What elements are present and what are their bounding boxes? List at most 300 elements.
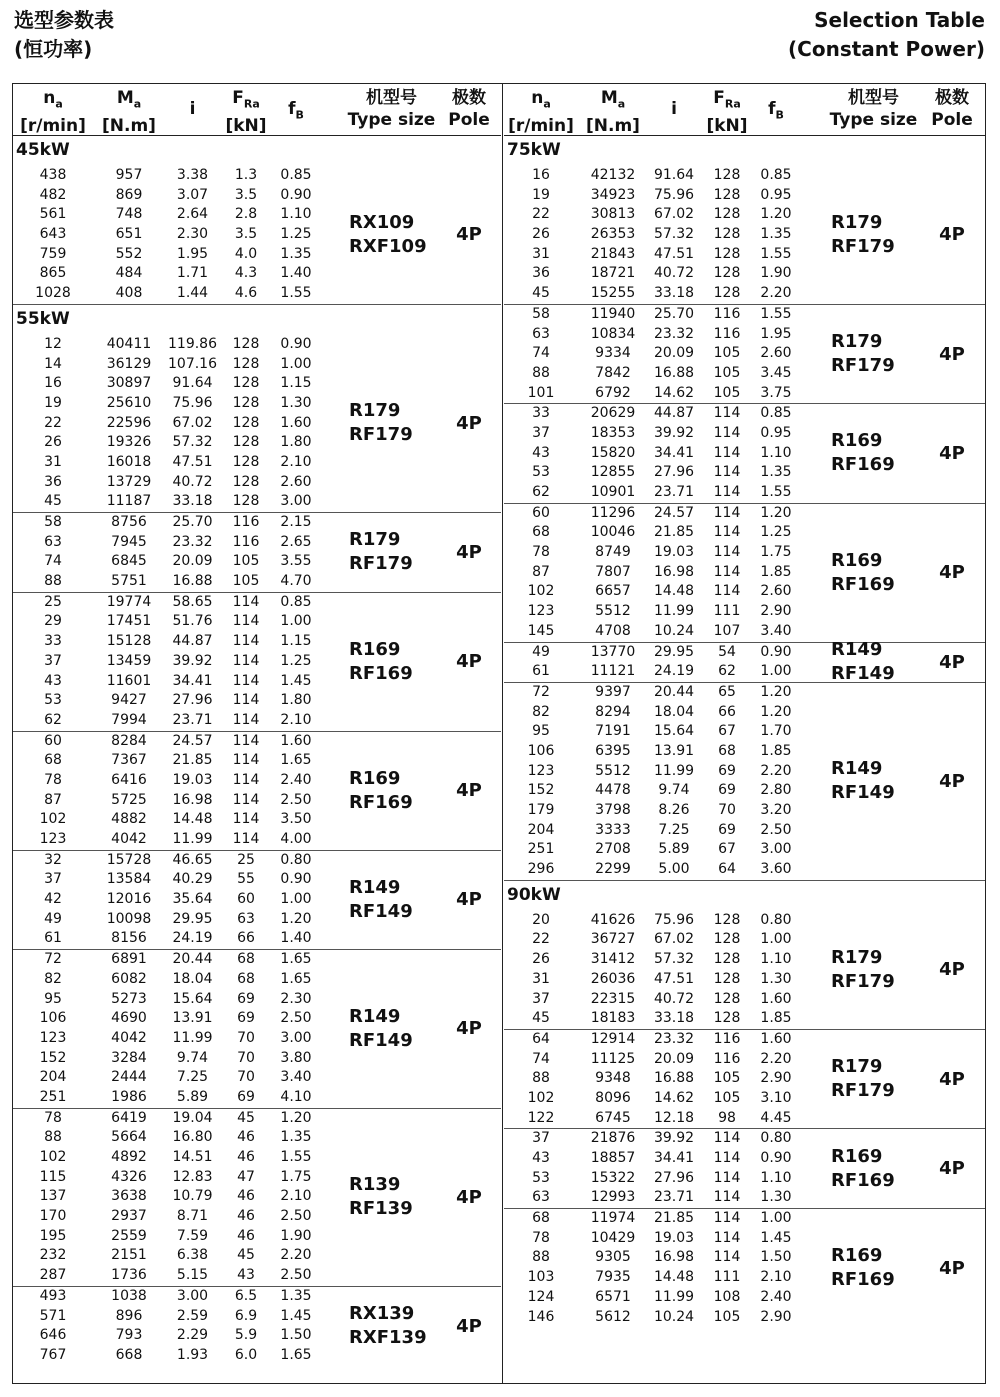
cell-torque: 41626	[590, 911, 636, 928]
cell-speed: 82	[44, 970, 62, 987]
table-row	[13, 492, 501, 512]
cell-ratio: 21.85	[172, 752, 213, 769]
cell-radial-load: 128	[713, 285, 741, 302]
table-row	[13, 1346, 501, 1366]
pole-count-label: 4P	[939, 959, 965, 981]
cell-radial-load: 69	[718, 821, 736, 838]
cell-ratio: 14.48	[653, 583, 695, 600]
cell-torque: 4892	[111, 1149, 147, 1165]
cell-radial-load: 116	[713, 325, 741, 342]
table-row	[504, 1268, 985, 1288]
cell-service-factor: 1.85	[760, 563, 792, 580]
table-row	[13, 533, 501, 553]
col-header-na-subscript: a	[543, 97, 551, 111]
pole-count-label: 4P	[939, 770, 965, 792]
cell-speed: 571	[39, 1307, 67, 1324]
table-row	[504, 602, 985, 622]
cell-service-factor: 1.65	[280, 951, 312, 968]
cell-ratio: 16.98	[172, 791, 213, 808]
table-row	[504, 444, 985, 464]
cell-service-factor: 1.20	[760, 703, 792, 720]
table-row	[504, 622, 985, 642]
cell-torque: 3638	[111, 1188, 147, 1205]
cell-torque: 11974	[590, 1210, 636, 1227]
cell-ratio: 18.04	[653, 703, 695, 720]
cell-service-factor: 0.90	[760, 643, 792, 660]
col-header-type-unit: Type size	[347, 110, 436, 130]
cell-radial-load: 116	[232, 514, 260, 530]
cell-torque: 3333	[595, 821, 631, 838]
cell-service-factor: 0.90	[280, 335, 312, 352]
cell-service-factor: 2.20	[760, 1050, 792, 1067]
cell-service-factor: 3.45	[760, 364, 792, 381]
cell-torque: 1986	[111, 1088, 147, 1105]
cell-torque: 8294	[595, 703, 631, 720]
cell-radial-load: 114	[713, 583, 741, 600]
cell-ratio: 67.02	[653, 206, 695, 223]
cell-torque: 6416	[111, 771, 147, 788]
cell-speed: 33	[532, 405, 550, 422]
cell-radial-load: 65	[718, 683, 736, 700]
cell-radial-load: 114	[713, 563, 741, 580]
cell-radial-load: 5.9	[234, 1327, 258, 1344]
type-size-label	[349, 950, 413, 1108]
col-header-fb-label	[754, 98, 798, 126]
cell-service-factor: 2.20	[760, 285, 792, 302]
cell-service-factor: 1.10	[760, 1169, 792, 1186]
table-row	[504, 1169, 985, 1189]
cell-radial-load: 3.5	[234, 226, 258, 243]
table-row	[13, 284, 501, 304]
type-size-model: R179	[349, 400, 401, 422]
cell-speed: 19	[44, 394, 62, 411]
cell-radial-load: 46	[237, 1227, 255, 1244]
cell-service-factor: 3.20	[760, 802, 792, 818]
cell-radial-load: 111	[713, 1269, 741, 1286]
table-row	[504, 1209, 985, 1229]
cell-speed: 43	[532, 1150, 550, 1166]
cell-radial-load: 67	[718, 723, 736, 740]
type-size-model: RF149	[831, 782, 895, 804]
cell-speed: 22	[532, 206, 550, 223]
cell-radial-load: 114	[713, 1130, 741, 1147]
cell-torque: 11121	[590, 663, 636, 680]
table-row	[504, 1050, 985, 1070]
cell-speed: 179	[527, 802, 555, 818]
cell-radial-load: 69	[237, 1088, 255, 1105]
cell-radial-load: 128	[232, 335, 260, 352]
cell-torque: 6891	[111, 951, 147, 968]
cell-speed: 88	[532, 1070, 550, 1087]
cell-torque: 15255	[590, 285, 636, 302]
cell-service-factor: 3.55	[280, 553, 312, 570]
cell-service-factor: 1.00	[280, 355, 312, 372]
table-row	[504, 563, 985, 583]
table-row	[504, 284, 985, 304]
column-header-row	[13, 84, 501, 136]
cell-service-factor: 2.50	[280, 1267, 312, 1284]
cell-radial-load: 114	[232, 831, 260, 847]
model-group	[504, 1030, 985, 1129]
cell-ratio: 16.98	[653, 1249, 695, 1266]
col-header-na	[13, 87, 93, 137]
col-header-type-symbol: 机型号	[848, 88, 899, 108]
cell-ratio: 1.44	[176, 285, 209, 302]
model-group	[13, 166, 501, 305]
table-row	[13, 1307, 501, 1327]
cell-ratio: 7.59	[176, 1227, 209, 1244]
cell-radial-load: 114	[232, 652, 260, 669]
cell-torque: 13459	[106, 652, 152, 669]
cell-service-factor: 1.30	[760, 1189, 792, 1206]
cell-service-factor: 1.60	[280, 414, 312, 431]
cell-torque: 31412	[590, 951, 636, 968]
table-row	[13, 990, 501, 1010]
model-group	[13, 732, 501, 851]
cell-ratio: 19.03	[653, 1229, 695, 1246]
cell-torque: 6657	[595, 583, 631, 600]
pole-count-label: 4P	[456, 651, 482, 673]
table-row	[504, 643, 985, 663]
table-row	[504, 911, 985, 931]
pole-count-label: 4P	[939, 1257, 965, 1279]
cell-torque: 1038	[111, 1287, 147, 1304]
cell-torque: 8284	[111, 732, 147, 749]
title-en-line2: (Constant Power)	[788, 37, 985, 61]
cell-speed: 58	[44, 514, 62, 530]
cell-radial-load: 4.6	[234, 285, 258, 302]
cell-torque: 13729	[106, 473, 152, 490]
cell-ratio: 16.88	[653, 364, 695, 381]
cell-speed: 865	[39, 265, 67, 282]
cell-torque: 2937	[111, 1208, 147, 1225]
cell-speed: 438	[39, 167, 67, 183]
col-header-na-label	[13, 87, 93, 115]
cell-torque: 18721	[590, 265, 636, 282]
pole-count-label: 4P	[456, 889, 482, 911]
cell-radial-load: 114	[232, 711, 260, 728]
cell-torque: 22315	[590, 990, 636, 1007]
table-row	[13, 950, 501, 970]
cell-torque: 42132	[590, 167, 636, 183]
col-header-ma	[93, 87, 165, 137]
cell-radial-load: 116	[713, 1050, 741, 1067]
cell-torque: 11125	[590, 1050, 636, 1067]
model-group	[13, 1287, 501, 1366]
table-row	[504, 1009, 985, 1029]
cell-radial-load: 70	[718, 802, 736, 818]
cell-torque: 10834	[590, 325, 636, 342]
cell-speed: 204	[527, 821, 555, 838]
model-group	[504, 504, 985, 643]
type-size-model: RF169	[349, 662, 413, 684]
cell-ratio: 11.99	[172, 831, 213, 847]
table-row	[504, 762, 985, 782]
cell-ratio: 5.89	[176, 1088, 209, 1105]
cell-ratio: 57.32	[653, 226, 695, 243]
cell-ratio: 12.83	[172, 1168, 213, 1185]
cell-speed: 74	[44, 553, 62, 570]
cell-torque: 21876	[590, 1130, 636, 1147]
model-group	[13, 593, 501, 732]
cell-radial-load: 128	[713, 167, 741, 183]
table-row	[504, 166, 985, 186]
cell-speed: 296	[527, 861, 555, 878]
cell-radial-load: 114	[713, 1169, 741, 1186]
cell-torque: 408	[115, 285, 143, 302]
cell-ratio: 19.04	[172, 1109, 213, 1126]
table-row	[504, 821, 985, 841]
cell-speed: 123	[527, 762, 555, 779]
cell-ratio: 57.32	[172, 434, 213, 451]
cell-radial-load: 67	[718, 841, 736, 858]
cell-torque: 552	[115, 245, 143, 262]
cell-speed: 78	[532, 544, 550, 561]
cell-speed: 68	[44, 752, 62, 769]
table-row	[13, 186, 501, 206]
cell-torque: 2151	[111, 1247, 147, 1264]
table-row	[504, 801, 985, 821]
cell-radial-load: 46	[237, 1188, 255, 1205]
table-row	[504, 582, 985, 602]
cell-service-factor: 2.10	[280, 1188, 312, 1205]
table-row	[504, 970, 985, 990]
cell-torque: 8749	[595, 544, 631, 561]
table-row	[13, 851, 501, 871]
cell-torque: 4708	[595, 622, 631, 639]
cell-speed: 37	[44, 652, 62, 669]
title-en-line1: Selection Table	[814, 8, 985, 32]
cell-speed: 22	[44, 414, 62, 431]
table-row	[13, 433, 501, 453]
cell-service-factor: 2.90	[760, 603, 792, 620]
cell-ratio: 3.00	[176, 1287, 209, 1304]
col-header-na-subscript: a	[55, 97, 63, 111]
cell-torque: 26353	[590, 226, 636, 243]
cell-service-factor: 1.95	[760, 325, 792, 342]
cell-speed: 87	[532, 563, 550, 580]
cell-speed: 16	[532, 167, 550, 183]
cell-radial-load: 66	[237, 930, 255, 947]
table-row	[504, 404, 985, 424]
pole-count-label: 4P	[456, 1018, 482, 1040]
cell-service-factor: 4.00	[280, 831, 312, 847]
cell-radial-load: 69	[237, 1010, 255, 1027]
cell-radial-load: 68	[718, 742, 736, 759]
cell-torque: 3284	[111, 1049, 147, 1066]
cell-radial-load: 3.5	[234, 186, 258, 203]
model-group	[504, 1129, 985, 1209]
col-header-ma-label	[578, 87, 648, 115]
pole-count-label: 4P	[939, 1068, 965, 1090]
cell-ratio: 29.95	[653, 643, 695, 660]
cell-torque: 11601	[106, 672, 152, 689]
cell-speed: 16	[44, 375, 62, 392]
cell-ratio: 8.71	[176, 1208, 209, 1225]
table-row	[13, 374, 501, 394]
cell-torque: 5512	[595, 762, 631, 779]
type-size-model: R179	[831, 946, 883, 968]
cell-service-factor: 1.55	[760, 245, 792, 262]
table-row	[13, 453, 501, 473]
cell-ratio: 23.32	[653, 325, 695, 342]
col-header-i	[165, 98, 220, 120]
table-row	[504, 504, 985, 524]
table-row	[13, 910, 501, 930]
cell-ratio: 9.74	[658, 782, 690, 799]
col-header-fra-subscript: Ra	[724, 97, 741, 111]
cell-ratio: 23.71	[653, 484, 695, 500]
cell-radial-load: 114	[713, 524, 741, 541]
cell-ratio: 20.09	[172, 553, 213, 570]
pole-count-label: 4P	[456, 1186, 482, 1208]
cell-speed: 26	[532, 951, 550, 968]
cell-ratio: 11.99	[172, 1029, 213, 1046]
col-header-na-unit: [r/min]	[508, 116, 574, 137]
cell-service-factor: 1.00	[760, 1210, 792, 1227]
cell-service-factor: 2.10	[280, 453, 312, 470]
type-size-model: R169	[831, 430, 883, 452]
cell-ratio: 75.96	[653, 911, 695, 928]
model-group	[504, 166, 985, 305]
cell-torque: 15820	[590, 444, 636, 461]
table-row	[504, 1288, 985, 1308]
cell-radial-load: 128	[232, 453, 260, 470]
col-header-pole	[924, 87, 980, 131]
cell-radial-load: 114	[232, 791, 260, 808]
cell-radial-load: 60	[237, 891, 255, 908]
cell-ratio: 25.70	[653, 305, 695, 322]
cell-speed: 643	[39, 226, 67, 243]
cell-ratio: 24.57	[172, 732, 213, 749]
model-group	[504, 639, 985, 685]
cell-ratio: 2.64	[176, 206, 209, 223]
cell-ratio: 16.98	[653, 563, 695, 580]
cell-radial-load: 114	[713, 544, 741, 561]
table-center-divider	[502, 83, 503, 1384]
cell-speed: 63	[44, 533, 62, 550]
cell-torque: 12914	[590, 1030, 636, 1047]
cell-service-factor: 4.10	[280, 1088, 312, 1105]
type-size-label	[349, 166, 427, 304]
cell-service-factor: 3.75	[760, 384, 792, 401]
cell-service-factor: 1.25	[760, 524, 792, 541]
cell-speed: 152	[527, 782, 555, 799]
table-row	[504, 990, 985, 1010]
table-row	[13, 1088, 501, 1108]
cell-speed: 493	[39, 1287, 67, 1304]
model-group	[504, 305, 985, 404]
cell-speed: 29	[44, 613, 62, 630]
cell-service-factor: 3.80	[280, 1049, 312, 1066]
type-size-model: RF179	[831, 1080, 895, 1102]
col-header-type	[329, 87, 454, 131]
cell-service-factor: 2.20	[280, 1247, 312, 1264]
table-row	[13, 1207, 501, 1227]
cell-service-factor: 1.00	[760, 663, 792, 680]
cell-torque: 5725	[111, 791, 147, 808]
type-size-model: RF169	[349, 791, 413, 813]
title-english	[788, 6, 985, 64]
col-header-i-symbol: i	[189, 99, 196, 119]
cell-speed: 72	[532, 683, 550, 700]
cell-speed: 20	[532, 911, 550, 928]
cell-torque: 4326	[111, 1168, 147, 1185]
pole-count-label: 4P	[939, 343, 965, 365]
cell-torque: 484	[115, 265, 143, 282]
cell-service-factor: 2.20	[760, 762, 792, 779]
cell-ratio: 7.25	[176, 1069, 209, 1086]
cell-radial-load: 64	[718, 861, 736, 878]
cell-speed: 78	[532, 1229, 550, 1246]
model-group	[13, 851, 501, 950]
cell-radial-load: 70	[237, 1029, 255, 1046]
table-row	[504, 950, 985, 970]
cell-service-factor: 1.00	[760, 931, 792, 948]
cell-service-factor: 1.65	[280, 752, 312, 769]
cell-ratio: 21.85	[653, 524, 695, 541]
pole-count-label: 4P	[456, 1315, 482, 1337]
table-row	[504, 364, 985, 384]
cell-radial-load: 128	[232, 375, 260, 392]
model-group	[13, 1109, 501, 1287]
cell-ratio: 33.18	[653, 1010, 695, 1027]
power-section-header	[13, 305, 501, 335]
cell-torque: 6792	[595, 384, 631, 401]
col-header-pole-label	[924, 87, 980, 109]
cell-radial-load: 69	[718, 762, 736, 779]
cell-speed: 31	[532, 245, 550, 262]
cell-torque: 2299	[595, 861, 631, 878]
cell-radial-load: 45	[237, 1109, 255, 1126]
cell-speed: 195	[39, 1227, 67, 1244]
cell-speed: 19	[532, 186, 550, 203]
cell-torque: 9305	[595, 1249, 631, 1266]
cell-torque: 8156	[111, 930, 147, 947]
cell-torque: 7807	[595, 563, 631, 580]
cell-service-factor: 3.00	[280, 493, 312, 510]
type-size-model: RF149	[349, 900, 413, 922]
table-row	[13, 1128, 501, 1148]
cell-ratio: 18.04	[172, 970, 213, 987]
table-row	[13, 1187, 501, 1207]
type-size-model: R149	[349, 1005, 401, 1027]
cell-torque: 5612	[595, 1308, 631, 1325]
cell-ratio: 16.88	[172, 573, 213, 590]
cell-ratio: 24.57	[653, 504, 695, 521]
table-row	[13, 245, 501, 265]
cell-ratio: 23.32	[653, 1030, 695, 1047]
cell-radial-load: 6.5	[234, 1287, 258, 1304]
cell-service-factor: 1.40	[280, 265, 312, 282]
table-row	[13, 632, 501, 652]
cell-ratio: 34.41	[172, 672, 213, 689]
cell-ratio: 3.38	[176, 167, 209, 183]
table-row	[13, 1068, 501, 1088]
cell-radial-load: 55	[237, 871, 255, 888]
cell-radial-load: 105	[713, 1308, 741, 1325]
cell-service-factor: 3.60	[760, 861, 792, 878]
cell-torque: 10901	[590, 484, 636, 500]
cell-speed: 102	[39, 1149, 67, 1165]
cell-speed: 102	[527, 583, 555, 600]
cell-speed: 124	[527, 1288, 555, 1305]
cell-ratio: 27.96	[172, 692, 213, 709]
col-header-ma-subscript: a	[133, 97, 142, 111]
cell-speed: 106	[527, 742, 555, 759]
col-header-ma-symbol: M	[600, 88, 618, 108]
cell-torque: 2444	[111, 1069, 147, 1086]
